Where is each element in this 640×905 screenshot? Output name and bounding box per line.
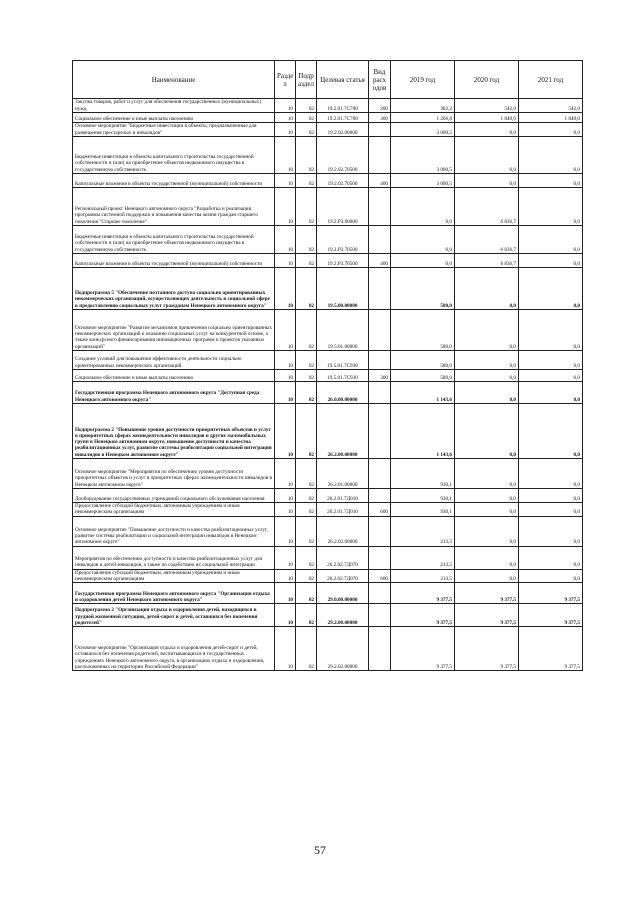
row-value-2019: 9 377,5 (391, 583, 455, 604)
budget-table (72, 60, 583, 671)
row-subsection: 02 (296, 254, 317, 268)
row-value-2021: 0,0 (519, 382, 583, 404)
row-value-2021: 0,0 (519, 351, 583, 370)
row-value-2020: 0,0 (455, 569, 519, 583)
row-name: Подпрограмма 5 "Обеспечение поэтапного доступа социально ориентированных некоммерческих организаций, осуществляющих деятельность в социальной сфере к предоставлению социальных услуг гражданам Ненецкого автономного округа" (73, 268, 275, 310)
row-name: Предоставление субсидий бюджетным, автономным учреждениям и иным некоммерческим организациям (73, 569, 275, 583)
row-article: 29.2.02.00000 (317, 627, 369, 671)
row-expense-type (369, 310, 391, 351)
row-section: 10 (275, 99, 296, 113)
row-value-2020: 0,0 (455, 351, 519, 370)
row-article: 29.0.00.00000 (317, 583, 369, 604)
row-name: Предоставление субсидий бюджетным, автономным учреждениям и иным некоммерческим организациям (73, 503, 275, 517)
row-value-2019: 0,0 (391, 226, 455, 254)
row-article: 19.5.01.7С930 (317, 351, 369, 370)
row-subsection: 02 (296, 123, 317, 137)
row-value-2019: 3 000,5 (391, 174, 455, 188)
row-subsection: 02 (296, 604, 317, 627)
row-name: Мероприятия по обеспечению доступности и качества реабилитационных услуг для инвалидов и детей-инвалидов, а также по содействию их социальной интеграции (73, 546, 275, 569)
table-row (73, 268, 583, 310)
row-name: Бюджетные инвестиции в объекты капитального строительства государственной собственности и (или) на приобретение объектов недвижимого имущества в государственную собственность (73, 137, 275, 174)
row-value-2021: 0,0 (519, 137, 583, 174)
row-expense-type: 600 (369, 569, 391, 583)
row-name: Региональный проект Ненецкого автономного округа "Разработка и реализация программы системной поддержки и повышения качества жизни граждан старшего поколения "Старшее поколение" (73, 188, 275, 226)
row-article: 19.2.P3.70500 (317, 254, 369, 268)
row-article: 26.2.01.00000 (317, 459, 369, 489)
row-article: 26.2.01.7Д010 (317, 503, 369, 517)
row-section: 10 (275, 516, 296, 546)
row-value-2020: 0,0 (455, 459, 519, 489)
row-name: Подпрограмма 2 "Повышение уровня доступности приоритетных объектов и услуг в приоритетных сферах жизнедеятельности инвалидов и других маломобильных групп в Ненецком автономном округе, повышение доступности и качества реабилитационных услуг, развитие системы реабилитации социальной интеграции инвалидов в Ненецком автономном округе" (73, 404, 275, 459)
row-expense-type (369, 137, 391, 174)
row-value-2019: 580,0 (391, 310, 455, 351)
row-expense-type: 300 (369, 113, 391, 123)
row-section: 10 (275, 123, 296, 137)
table-body (73, 99, 583, 671)
row-expense-type (369, 459, 391, 489)
row-name: Основное мероприятие "Бюджетные инвестиции в объекты, предназначенные для размещения престарелых и инвалидов" (73, 123, 275, 137)
row-name: Дооборудование государственных учреждений социального обслуживания населения (73, 489, 275, 503)
row-subsection: 02 (296, 404, 317, 459)
row-value-2020: 9 377,5 (455, 583, 519, 604)
header-2019: 2019 год (391, 61, 455, 99)
header-2020: 2020 год (455, 61, 519, 99)
row-section: 10 (275, 113, 296, 123)
row-value-2019: 9 377,5 (391, 627, 455, 671)
row-article: 29.2.00.00000 (317, 604, 369, 627)
table-row (73, 627, 583, 671)
row-subsection: 02 (296, 188, 317, 226)
row-subsection: 02 (296, 382, 317, 404)
row-value-2020: 0,0 (455, 503, 519, 517)
row-name: Социальное обеспечение и иные выплаты населению (73, 370, 275, 382)
table-row (73, 123, 583, 137)
row-article: 19.5.01.00000 (317, 310, 369, 351)
row-article: 19.2.02.00000 (317, 123, 369, 137)
row-name: Основное мероприятие "Повышение доступности и качества реабилитационных услуг, развитие системы реабилитации и социальной интеграции инвалидов в Ненецком автономном округе" (73, 516, 275, 546)
row-expense-type (369, 489, 391, 503)
row-expense-type (369, 226, 391, 254)
row-subsection: 02 (296, 627, 317, 671)
row-expense-type: 200 (369, 99, 391, 113)
row-value-2021: 9 377,5 (519, 604, 583, 627)
row-expense-type (369, 268, 391, 310)
row-article: 19.5.01.7С930 (317, 370, 369, 382)
row-value-2020: 6 836,7 (455, 254, 519, 268)
row-value-2019: 580,0 (391, 268, 455, 310)
row-value-2019: 213,5 (391, 546, 455, 569)
row-value-2021: 0,0 (519, 503, 583, 517)
row-value-2019: 1 143,6 (391, 382, 455, 404)
row-value-2020: 6 836,7 (455, 226, 519, 254)
row-value-2021: 0,0 (519, 188, 583, 226)
row-name: Закупка товаров, работ и услуг для обеспечения государственных (муниципальных) нужд (73, 99, 275, 113)
row-value-2019: 0,0 (391, 188, 455, 226)
table-row (73, 99, 583, 113)
row-value-2021: 0,0 (519, 310, 583, 351)
row-expense-type: 400 (369, 254, 391, 268)
row-expense-type (369, 546, 391, 569)
row-name: Основное мероприятие "Мероприятия по обеспечению уровня доступности приоритетных объектов и услуг в приоритетных сферах жизнедеятельности инвалидов в Ненецком автономном округе" (73, 459, 275, 489)
row-article: 19.2.P3.00000 (317, 188, 369, 226)
row-section: 10 (275, 351, 296, 370)
row-subsection: 02 (296, 459, 317, 489)
row-value-2019: 1 266,8 (391, 113, 455, 123)
row-value-2021: 0,0 (519, 546, 583, 569)
row-subsection: 02 (296, 546, 317, 569)
header-section: Разде л (275, 61, 296, 99)
row-subsection: 02 (296, 113, 317, 123)
row-expense-type (369, 516, 391, 546)
row-article: 19.2.01.7С700 (317, 113, 369, 123)
row-expense-type (369, 404, 391, 459)
row-value-2019: 3 000,5 (391, 123, 455, 137)
row-value-2020: 0,0 (455, 310, 519, 351)
header-expense-type: Вид расх одов (369, 61, 391, 99)
header-article: Целевая статья (317, 61, 369, 99)
row-article: 19.2.02.70500 (317, 174, 369, 188)
row-value-2020: 9 377,5 (455, 627, 519, 671)
table-row (73, 546, 583, 569)
row-subsection: 02 (296, 489, 317, 503)
row-value-2020: 1 840,0 (455, 113, 519, 123)
row-section: 10 (275, 459, 296, 489)
row-expense-type (369, 627, 391, 671)
table-row (73, 459, 583, 489)
row-value-2021: 542,0 (519, 99, 583, 113)
row-section: 10 (275, 627, 296, 671)
row-subsection: 02 (296, 516, 317, 546)
header-subsection: Подр аздел (296, 61, 317, 99)
row-section: 10 (275, 310, 296, 351)
row-expense-type (369, 188, 391, 226)
row-name: Государственная программа Ненецкого автономного округа "Доступная среда Ненецкого автономного округа" (73, 382, 275, 404)
row-section: 10 (275, 583, 296, 604)
row-value-2019: 930,1 (391, 489, 455, 503)
row-value-2020: 0,0 (455, 268, 519, 310)
row-expense-type (369, 583, 391, 604)
row-value-2021: 0,0 (519, 516, 583, 546)
row-value-2020: 9 377,5 (455, 604, 519, 627)
row-expense-type: 300 (369, 370, 391, 382)
table-row (73, 503, 583, 517)
row-value-2019: 1 143,6 (391, 404, 455, 459)
table-row (73, 382, 583, 404)
table-row (73, 583, 583, 604)
row-value-2020: 0,0 (455, 123, 519, 137)
row-section: 10 (275, 226, 296, 254)
row-value-2021: 0,0 (519, 404, 583, 459)
row-value-2021: 9 377,5 (519, 583, 583, 604)
table-row (73, 174, 583, 188)
table-row (73, 310, 583, 351)
row-value-2021: 0,0 (519, 254, 583, 268)
row-section: 10 (275, 404, 296, 459)
row-expense-type (369, 382, 391, 404)
row-expense-type (369, 351, 391, 370)
row-value-2019: 382,2 (391, 99, 455, 113)
row-subsection: 02 (296, 137, 317, 174)
row-expense-type (369, 123, 391, 137)
row-value-2020: 6 836,7 (455, 188, 519, 226)
row-article: 19.2.01.7С700 (317, 99, 369, 113)
row-article: 19.2.P3.70500 (317, 226, 369, 254)
table-row (73, 604, 583, 627)
row-name: Капитальные вложения в объекты государственной (муниципальной) собственности (73, 254, 275, 268)
row-name: Государственная программа Ненецкого автономного округа "Организация отдыха и оздоровления детей Ненецкого автономного округа" (73, 583, 275, 604)
row-article: 19.2.02.70500 (317, 137, 369, 174)
row-value-2019: 580,0 (391, 370, 455, 382)
row-subsection: 02 (296, 583, 317, 604)
row-section: 10 (275, 604, 296, 627)
row-section: 10 (275, 254, 296, 268)
table-row (73, 516, 583, 546)
row-value-2020: 0,0 (455, 489, 519, 503)
row-subsection: 02 (296, 351, 317, 370)
row-value-2021: 0,0 (519, 174, 583, 188)
row-value-2020: 542,0 (455, 99, 519, 113)
row-value-2021: 0,0 (519, 123, 583, 137)
row-article: 26.2.02.7Д070 (317, 546, 369, 569)
row-value-2021: 0,0 (519, 370, 583, 382)
row-section: 10 (275, 382, 296, 404)
row-name: Подпрограмма 2 "Организация отдыха и оздоровления детей, находящихся в трудной жизненной ситуации, детей-сирот и детей, оставшихся без попечения родителей" (73, 604, 275, 627)
row-name: Социальное обеспечение и иные выплаты населению (73, 113, 275, 123)
row-value-2021: 9 377,5 (519, 627, 583, 671)
row-expense-type: 600 (369, 503, 391, 517)
row-section: 10 (275, 569, 296, 583)
row-article: 26.2.01.7Д010 (317, 489, 369, 503)
row-article: 26.2.02.7Д070 (317, 569, 369, 583)
row-name: Основное мероприятие "Развитие механизмов привлечения социально ориентированных некоммерческих организаций к оказанию социальных услуг на конкурентной основе, а также конкурсного финансирования инновационных программ и проектов указанных организаций" (73, 310, 275, 351)
row-section: 10 (275, 137, 296, 174)
row-section: 10 (275, 503, 296, 517)
row-value-2019: 0,0 (391, 254, 455, 268)
row-subsection: 02 (296, 569, 317, 583)
row-subsection: 02 (296, 174, 317, 188)
row-article: 26.0.00.00000 (317, 382, 369, 404)
row-value-2021: 0,0 (519, 226, 583, 254)
row-section: 10 (275, 268, 296, 310)
table-row (73, 137, 583, 174)
row-value-2020: 0,0 (455, 370, 519, 382)
row-value-2019: 580,0 (391, 351, 455, 370)
row-value-2021: 0,0 (519, 489, 583, 503)
header-name: Наименование (73, 61, 275, 99)
table-row (73, 404, 583, 459)
row-value-2020: 0,0 (455, 137, 519, 174)
row-value-2019: 213,5 (391, 569, 455, 583)
row-value-2020: 0,0 (455, 382, 519, 404)
header-2021: 2021 год (519, 61, 583, 99)
row-value-2021: 1 840,0 (519, 113, 583, 123)
row-section: 10 (275, 370, 296, 382)
row-name: Капитальные вложения в объекты государственной (муниципальной) собственности (73, 174, 275, 188)
row-name: Основное мероприятие "Организация отдыха и оздоровления детей-сирот и детей, оставшихся без попечения родителей, воспитывающихся в государственных учреждениях Ненецкого автономного округа, в организациях отдыха и оздоровления, расположенных на территории Российской Федерации" (73, 627, 275, 671)
table-row (73, 188, 583, 226)
table-row (73, 569, 583, 583)
row-value-2021: 0,0 (519, 569, 583, 583)
row-article: 19.5.00.00000 (317, 268, 369, 310)
row-value-2020: 0,0 (455, 174, 519, 188)
table-row (73, 351, 583, 370)
row-value-2019: 930,1 (391, 503, 455, 517)
row-section: 10 (275, 546, 296, 569)
row-section: 10 (275, 188, 296, 226)
row-value-2019: 3 000,5 (391, 137, 455, 174)
table-row (73, 226, 583, 254)
row-subsection: 02 (296, 268, 317, 310)
row-value-2020: 0,0 (455, 516, 519, 546)
row-section: 10 (275, 489, 296, 503)
row-name: Бюджетные инвестиции в объекты капитального строительства государственной собственности и (или) на приобретение объектов недвижимого имущества в государственную собственность (73, 226, 275, 254)
table-header-row (73, 61, 583, 99)
row-article: 26.2.00.00000 (317, 404, 369, 459)
row-value-2020: 0,0 (455, 546, 519, 569)
row-value-2019: 213,5 (391, 516, 455, 546)
table-row (73, 370, 583, 382)
row-value-2021: 0,0 (519, 459, 583, 489)
row-section: 10 (275, 174, 296, 188)
row-value-2021: 0,0 (519, 268, 583, 310)
row-name: Создание условий для повышения эффективности деятельности социально ориентированных некоммерческих организаций (73, 351, 275, 370)
table-row (73, 254, 583, 268)
row-subsection: 02 (296, 370, 317, 382)
row-expense-type: 400 (369, 174, 391, 188)
row-subsection: 02 (296, 310, 317, 351)
page-number: 57 (314, 843, 326, 857)
row-value-2020: 0,0 (455, 404, 519, 459)
row-value-2019: 930,1 (391, 459, 455, 489)
row-subsection: 02 (296, 226, 317, 254)
row-article: 26.2.02.00000 (317, 516, 369, 546)
row-value-2019: 9 377,5 (391, 604, 455, 627)
table-row (73, 489, 583, 503)
table-row (73, 113, 583, 123)
row-subsection: 02 (296, 99, 317, 113)
row-subsection: 02 (296, 503, 317, 517)
row-expense-type (369, 604, 391, 627)
